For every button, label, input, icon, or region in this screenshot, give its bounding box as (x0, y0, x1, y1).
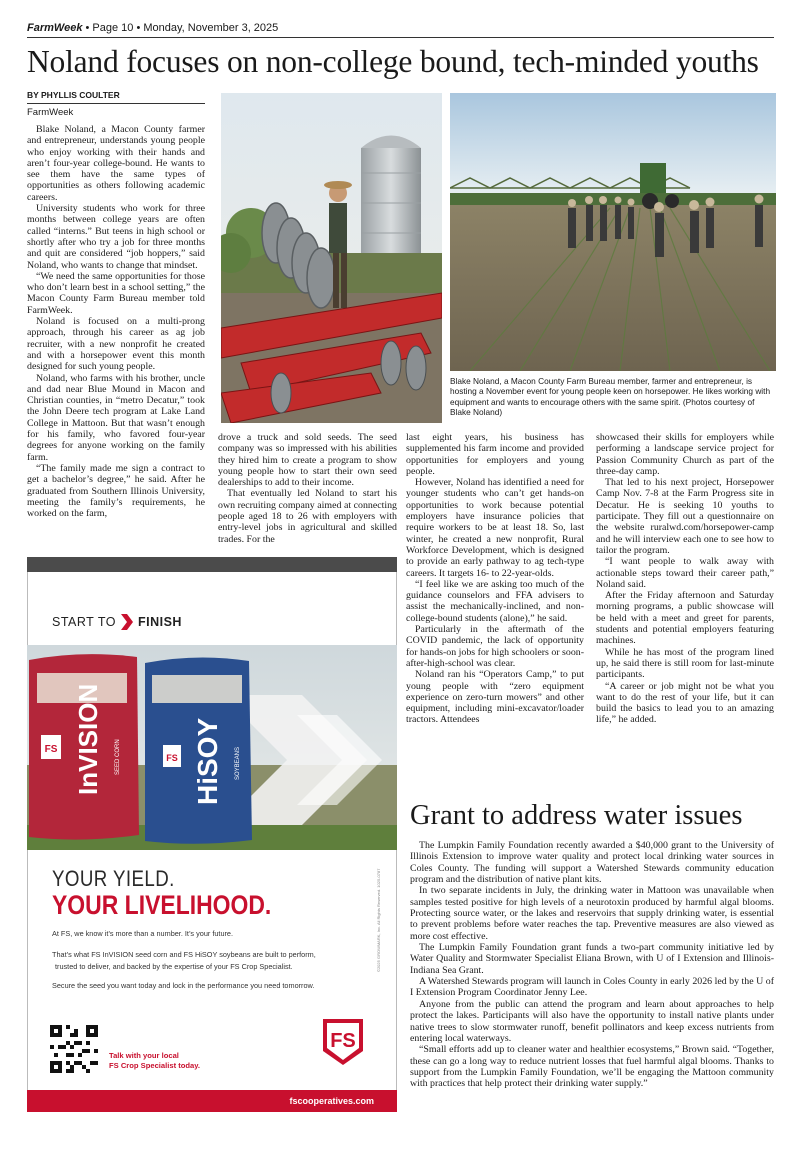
paragraph: That eventually led Noland to start his own recruiting company aimed at connecting people aged 18 to 26 with employers with entry-level jobs in agricultural and skilled trades. For the (218, 488, 397, 545)
paragraph: That led to his next project, Horsepower Camp Nov. 7-8 at the Farm Progress site in Decatur. He is seeking 10 youths to participate. They fill out a questionnaire on the website ruralwd.com/horsepower-camp and he will interview each one to see how to tailor the program. (596, 477, 774, 556)
ad-body-4: Secure the seed you want today and lock in the performance you need tomorrow. (52, 981, 315, 990)
byline-source: FarmWeek (27, 107, 74, 118)
ad-website-bar (27, 1090, 397, 1112)
ad-body-1: At FS, we know it’s more than a number. It’s your future. (52, 929, 234, 938)
bag-invision-brand: InVISION (73, 683, 103, 795)
page-info: • Page 10 • Monday, November 3, 2025 (82, 22, 279, 34)
ad-start-to-finish (52, 614, 182, 630)
byline-rule (27, 103, 205, 104)
paragraph: In two separate incidents in July, the drinking water in Mattoon was unavailable when samples tested positive for high levels of a neurotoxin produced by harmful algal blooms. Protecting source water, or the lakes and reservoirs that supply drinking water, is essential to prevent problems before water reaches the tap. Preventive measures are also viewed as more cost effective. (410, 885, 774, 942)
bag-invision-sub: SEED CORN (115, 739, 121, 775)
qr-code[interactable] (50, 1025, 98, 1073)
paragraph: Noland is focused on a multi-prong approach, through his career as ag job recruiter, with a new nonprofit he created and with a horsepower event this month designed for such young people. (27, 316, 205, 373)
ad-legal-text: ©2025 GROWMARK, Inc. All Rights Reserved. 1025-0787 (376, 868, 381, 972)
paragraph: A Watershed Stewards program will launch in Coles County in early 2026 led by the U of I Extension Program Coordinator Jenny Lee. (410, 976, 774, 999)
ad-cta (109, 1051, 200, 1071)
publication-name: FarmWeek (27, 22, 83, 34)
paragraph: Particularly in the aftermath of the COVID pandemic, the lack of opportunity for hands-on jobs for high schoolers or soon-after-high-school was clear. (406, 624, 584, 669)
ad-body-2: That’s what FS InVISION seed corn and FS HiSOY soybeans are built to perform, (52, 950, 316, 959)
qr-code-graphic (50, 1025, 98, 1073)
paragraph: drove a truck and sold seeds. The seed company was so impressed with his abilities they hired him to create a program to show young people how to start their own seed dealerships to add to their income. (218, 432, 397, 489)
ad-body-3: trusted to deliver, and backed by the expertise of your FS Crop Specialist. (55, 962, 293, 971)
photo-noland-equipment (221, 93, 442, 423)
page-header (27, 22, 278, 34)
bag-hisoy (145, 657, 252, 843)
ad-livelihood-headline: YOUR LIVELIHOOD. (52, 890, 272, 920)
paragraph: The Lumpkin Family Foundation recently awarded a $40,000 grant to the University of Illinois Extension to improve water quality and protect local drinking water sources in Coles County. The funding will support a Watershed Stewards community education program and the distribution of native plant kits. (410, 840, 774, 886)
article-column-2 (218, 432, 397, 545)
paragraph: “A career or job might not be what you want to do the rest of your life, but it can build the basics to lead you to an amazing life,” he added. (596, 680, 774, 726)
article-column-3 (406, 432, 584, 726)
paragraph: “I want people to walk away with actionable steps toward their career path,” Noland said. (596, 556, 774, 590)
paragraph: showcased their skills for employers while performing a landscape service project for Passion Community Church as part of the three-day camp. (596, 432, 774, 477)
bag-fs-logo: FS (166, 753, 178, 763)
bag-invision (29, 654, 139, 839)
ad-start-text: START TO (52, 615, 116, 629)
paragraph: “I feel like we are asking too much of the guidance counselors and FFA advisers to assist the mechanically-inclined, and non-college-bound students (alone),” he said. (406, 578, 584, 624)
paragraph: “Small efforts add up to cleaner water and healthier ecosystems,” Brown said. “Together, these can go a long way to reduce nutrient losses that fuel harmful algal blooms. Thanks to support from the Lumpkin Family Foundation, we’ll be engaging the Mattoon community with practices that help protect their drinking water supply.” (410, 1044, 774, 1090)
ad-cta-line1: Talk with your local (109, 1051, 179, 1060)
photo-field-group (450, 93, 776, 371)
paragraph: Blake Noland, a Macon County farmer and entrepreneur, understands young people who enjoy working with their hands and aren’t four-year college-bound. He wants to see them have the same types of opportunities as others following academic careers. (27, 124, 205, 203)
header-rule (27, 37, 774, 38)
grant-article-headline: Grant to address water issues (410, 800, 743, 831)
ad-seed-bags-image (27, 645, 397, 850)
bag-fs-logo: FS (44, 744, 58, 755)
byline: BY PHYLLIS COULTER (27, 90, 120, 100)
fs-logo-graphic (321, 1017, 365, 1067)
fs-logo (321, 1017, 365, 1067)
ad-finish-text: FINISH (137, 615, 182, 629)
paragraph: The Lumpkin Family Foundation grant funds a two-part community initiative led by Water Quality and Stormwater Specialist Eliana Brown, with U of I Extension and Illinois-Indiana Sea Grant. (410, 942, 774, 976)
paragraph: Noland, who farms with his brother, uncle and dad near Blue Mound in Macon and Christian counties, in “metro Decatur,” took the John Deere tech program at Lake Land College in Mattoon. But that wasn’t enough for his family, who favored four-year degrees for anyone working on the family farm. (27, 372, 205, 463)
ad-yield-headline: YOUR YIELD. (52, 866, 175, 891)
photo-noland-equipment-image (221, 93, 442, 423)
article-column-4 (596, 432, 774, 726)
paragraph: Anyone from the public can attend the program and learn about approaches to help protect the lakes. Participants will also have the opportunity to install native plants under native trees to slow stormwater runoff, benefit pollinators and keep excess nutrients from entering local waterways. (410, 998, 774, 1044)
paragraph: last eight years, his business has supplemented his farm income and provided opportunities for employers and young people. (406, 432, 584, 477)
ad-website-link[interactable]: fscooperatives.com (289, 1096, 374, 1106)
ad-top-bar (27, 557, 397, 572)
paragraph: University students who work for three months between college years are often called “interns.” But teens in high school or shortly after who try a job for three months and quit are considered “job hoppers,” said Noland, who wants to change that mindset. (27, 203, 205, 271)
article-headline: Noland focuses on non-college bound, tech-minded youths (27, 44, 759, 79)
photo-field-group-image (450, 93, 776, 371)
grant-article-body (410, 840, 774, 1090)
paragraph: “We need the same opportunities for those who don’t learn best in a school setting,” the Macon County Farm Bureau member told FarmWeek. (27, 270, 205, 316)
fs-logo-text: FS (330, 1030, 356, 1052)
photo-caption: Blake Noland, a Macon County Farm Bureau member, farmer and entrepreneur, is hosting a November event for young people keen on horsepower. He likes working with equipment and wants to encourage others with the same spirit. (Photos courtesy of Blake Noland) (450, 376, 771, 417)
bag-hisoy-brand: HiSOY (192, 717, 223, 805)
bag-hisoy-sub: SOYBEANS (235, 746, 241, 780)
paragraph: Noland ran his “Operators Camp,” to put young people with “zero equipment experience on zero-turn mowers” and other equipment, including mini-excavator/loader tractors. Attendees (406, 669, 584, 726)
article-column-1 (27, 124, 205, 519)
chevron-right-icon (121, 614, 133, 630)
ad-seed-bags-graphic (27, 645, 397, 850)
paragraph: “The family made me sign a contract to get a bachelor’s degree,” he said. After he graduated from Southern Illinois University, meeting the family’s requirements, he worked on the farm, (27, 462, 205, 520)
paragraph: While he has most of the program lined up, he said there is still room for last-minute participants. (596, 646, 774, 681)
paragraph: However, Noland has identified a need for younger students who can’t get hands-on opportunities to work because potential employers have insurance policies that require workers to be at least 18. So, last winter, he created a new nonprofit, Rural Workforce Development, which is designed to provide an early pathway to ag tech-type careers. It targets 16- to 22-year-olds. (406, 477, 584, 579)
ad-cta-line2: FS Crop Specialist today. (109, 1061, 201, 1070)
paragraph: After the Friday afternoon and Saturday morning programs, a public showcase will be held with a meet and greet for parents, students and potential employers featuring machines. (596, 590, 774, 647)
